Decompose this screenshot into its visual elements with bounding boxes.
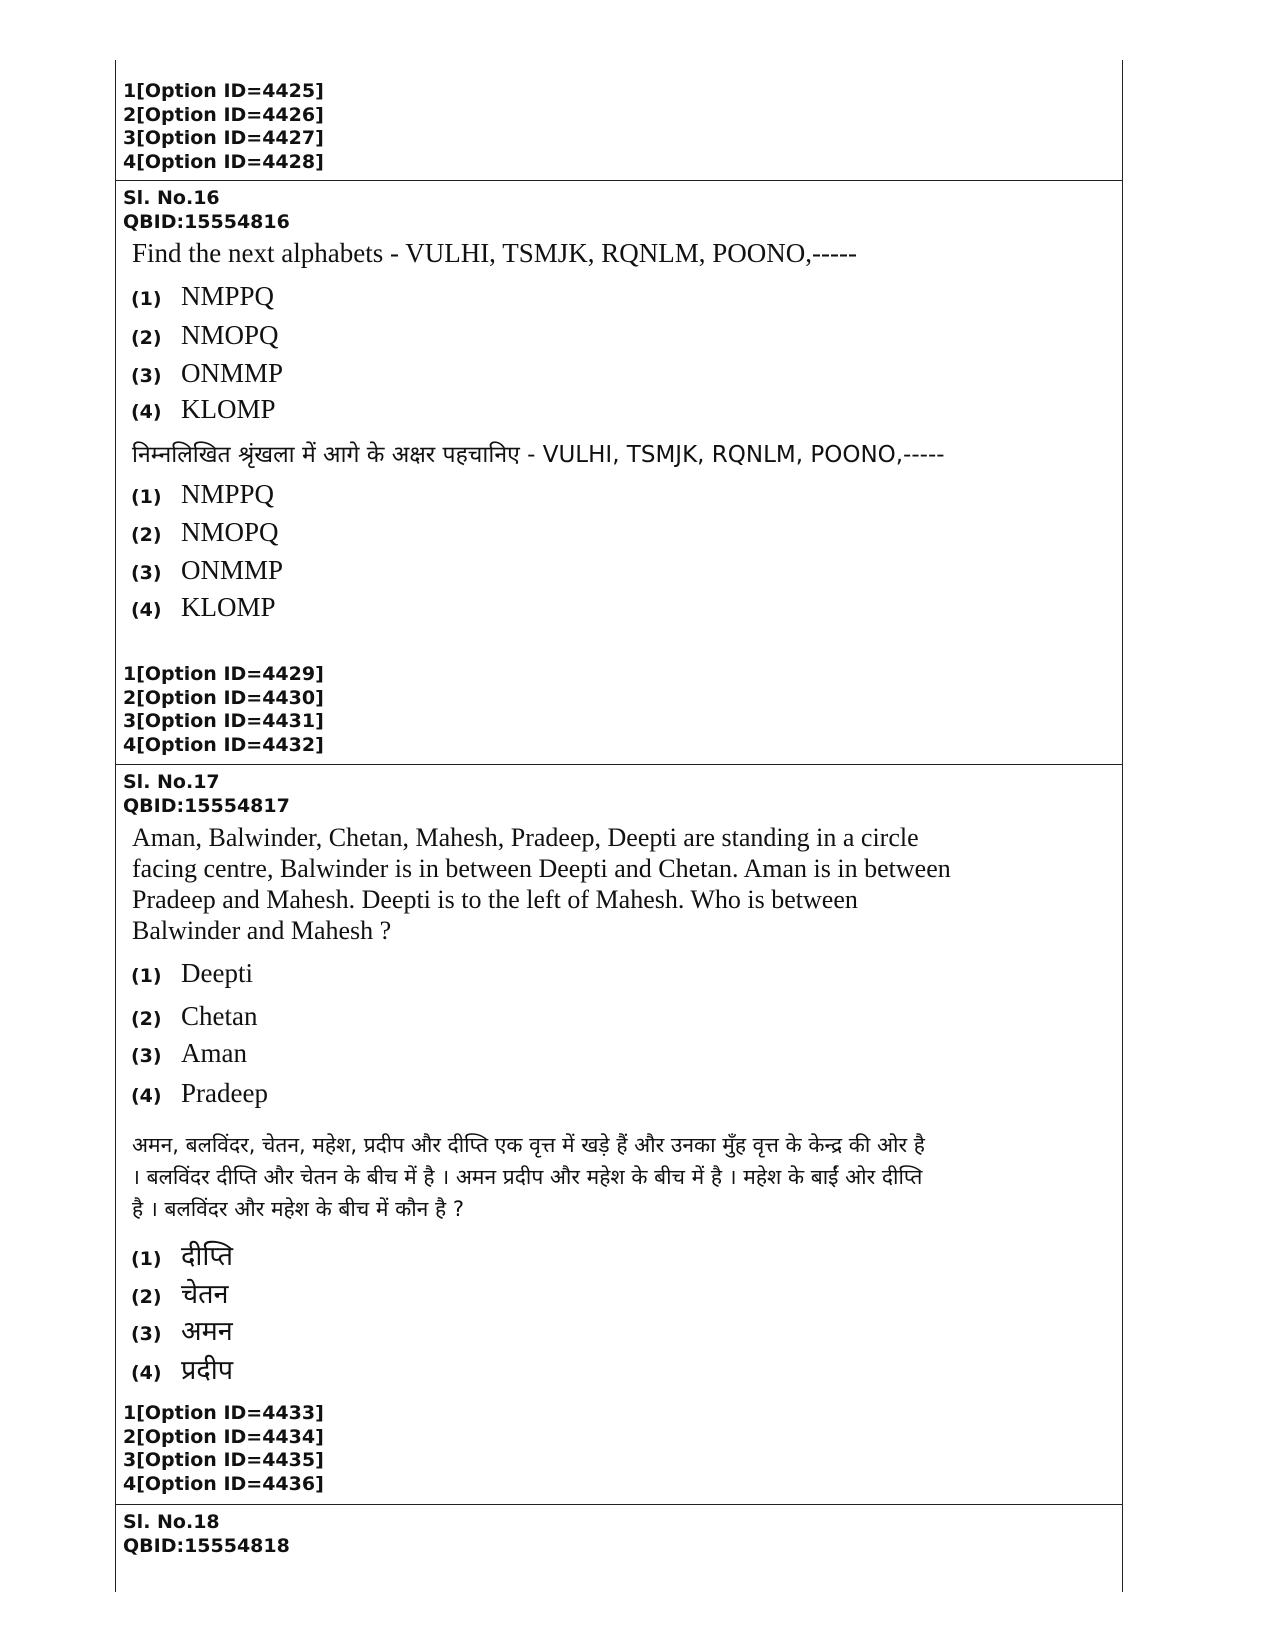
option-text: NMOPQ — [181, 517, 279, 547]
option-number: (3) — [131, 365, 162, 387]
q17-en-option — [131, 958, 253, 989]
q17-hi-option — [131, 1236, 233, 1273]
option-id: 2[Option ID=4426] — [123, 103, 324, 126]
q17-hi-option — [131, 1311, 233, 1348]
serial-number: Sl. No.17 — [123, 771, 220, 793]
q16-en-option — [131, 281, 274, 312]
option-number: (1) — [131, 965, 162, 987]
divider — [115, 764, 1123, 765]
qbid: QBID:15554816 — [123, 210, 290, 233]
option-number: (4) — [131, 1085, 162, 1107]
option-id: 2[Option ID=4430] — [123, 686, 324, 709]
prev-option-ids — [123, 80, 324, 174]
q16-header — [123, 187, 290, 234]
option-number: (1) — [131, 486, 162, 508]
option-id: 3[Option ID=4427] — [123, 127, 324, 149]
question-line: अमन, बलविंदर, चेतन, महेश, प्रदीप और दीप्ति एक वृत्त में खड़े हैं और उनका मुँह वृत्त के केन्द्र की ओर है — [132, 1133, 925, 1157]
option-text: NMPPQ — [181, 479, 275, 509]
q16-en-option — [131, 358, 283, 389]
option-id: 4[Option ID=4428] — [123, 150, 324, 173]
q16-english-question: Find the next alphabets - VULHI, TSMJK, RQNLM, POONO,----- — [132, 238, 857, 268]
q16-en-option — [131, 320, 279, 351]
option-text: ONMMP — [181, 358, 284, 388]
option-number: (2) — [131, 1286, 162, 1308]
option-text: चेतन — [181, 1279, 229, 1310]
option-id: 1[Option ID=4429] — [123, 663, 324, 685]
option-text: प्रदीप — [181, 1355, 234, 1386]
option-text: अमन — [181, 1316, 233, 1347]
option-text: दीप्ति — [181, 1241, 234, 1272]
serial-number: Sl. No.18 — [123, 1511, 220, 1533]
option-number: (3) — [131, 1045, 162, 1067]
q16-option-ids — [123, 663, 324, 757]
option-number: (3) — [131, 562, 162, 584]
option-text: NMPPQ — [181, 281, 275, 311]
question-line: facing centre, Balwinder is in between Deepti and Chetan. Aman is in between — [132, 854, 951, 883]
option-number: (4) — [131, 599, 162, 621]
q17-header — [123, 771, 290, 818]
option-id: 1[Option ID=4433] — [123, 1402, 324, 1424]
option-number: (4) — [131, 401, 162, 423]
option-number: (1) — [131, 288, 162, 310]
option-text: ONMMP — [181, 555, 284, 585]
question-line: Balwinder and Mahesh ? — [132, 916, 392, 945]
option-id: 4[Option ID=4436] — [123, 1472, 324, 1495]
option-number: (3) — [131, 1323, 162, 1345]
option-id: 4[Option ID=4432] — [123, 733, 324, 756]
question-line: Pradeep and Mahesh. Deepti is to the left of Mahesh. Who is between — [132, 885, 858, 914]
q17-english-question — [132, 822, 951, 946]
option-text: KLOMP — [181, 592, 276, 622]
q17-option-ids — [123, 1402, 324, 1496]
option-id: 3[Option ID=4431] — [123, 710, 324, 732]
option-number: (1) — [131, 1248, 162, 1270]
q17-en-option — [131, 1038, 247, 1069]
q17-en-option — [131, 1001, 257, 1032]
option-text: Chetan — [181, 1001, 258, 1031]
q16-en-option — [131, 394, 276, 425]
option-text: Pradeep — [181, 1078, 268, 1108]
q16-hindi-question: निम्नलिखित श्रृंखला में आगे के अक्षर पहचानिए - VULHI, TSMJK, RQNLM, POONO,----- — [132, 442, 945, 468]
option-text: Aman — [181, 1038, 247, 1068]
qbid: QBID:15554817 — [123, 794, 290, 817]
divider — [115, 180, 1123, 181]
q16-hi-option — [131, 517, 279, 548]
question-line: । बलविंदर दीप्ति और चेतन के बीच में है । अमन प्रदीप और महेश के बीच में है । महेश के बाईं ओर दीप्ति — [132, 1165, 923, 1189]
q18-header — [123, 1511, 290, 1558]
option-id: 1[Option ID=4425] — [123, 80, 324, 102]
divider — [115, 1504, 1123, 1505]
question-line: Aman, Balwinder, Chetan, Mahesh, Pradeep, Deepti are standing in a circle — [132, 823, 919, 852]
option-number: (2) — [131, 1008, 162, 1030]
q17-hi-option — [131, 1274, 229, 1311]
option-text: NMOPQ — [181, 320, 279, 350]
serial-number: Sl. No.16 — [123, 187, 220, 209]
option-text: Deepti — [181, 958, 253, 988]
q17-hi-option — [131, 1350, 233, 1387]
qbid: QBID:15554818 — [123, 1534, 290, 1557]
q16-hi-option — [131, 592, 276, 623]
q16-hi-option — [131, 555, 283, 586]
question-line: है । बलविंदर और महेश के बीच में कौन है ? — [132, 1197, 464, 1221]
option-id: 3[Option ID=4435] — [123, 1449, 324, 1471]
q16-hi-option — [131, 479, 274, 510]
option-number: (2) — [131, 327, 162, 349]
option-number: (4) — [131, 1362, 162, 1384]
option-id: 2[Option ID=4434] — [123, 1425, 324, 1448]
option-number: (2) — [131, 524, 162, 546]
option-text: KLOMP — [181, 394, 276, 424]
q17-en-option — [131, 1078, 268, 1109]
q17-hindi-question — [132, 1129, 925, 1225]
